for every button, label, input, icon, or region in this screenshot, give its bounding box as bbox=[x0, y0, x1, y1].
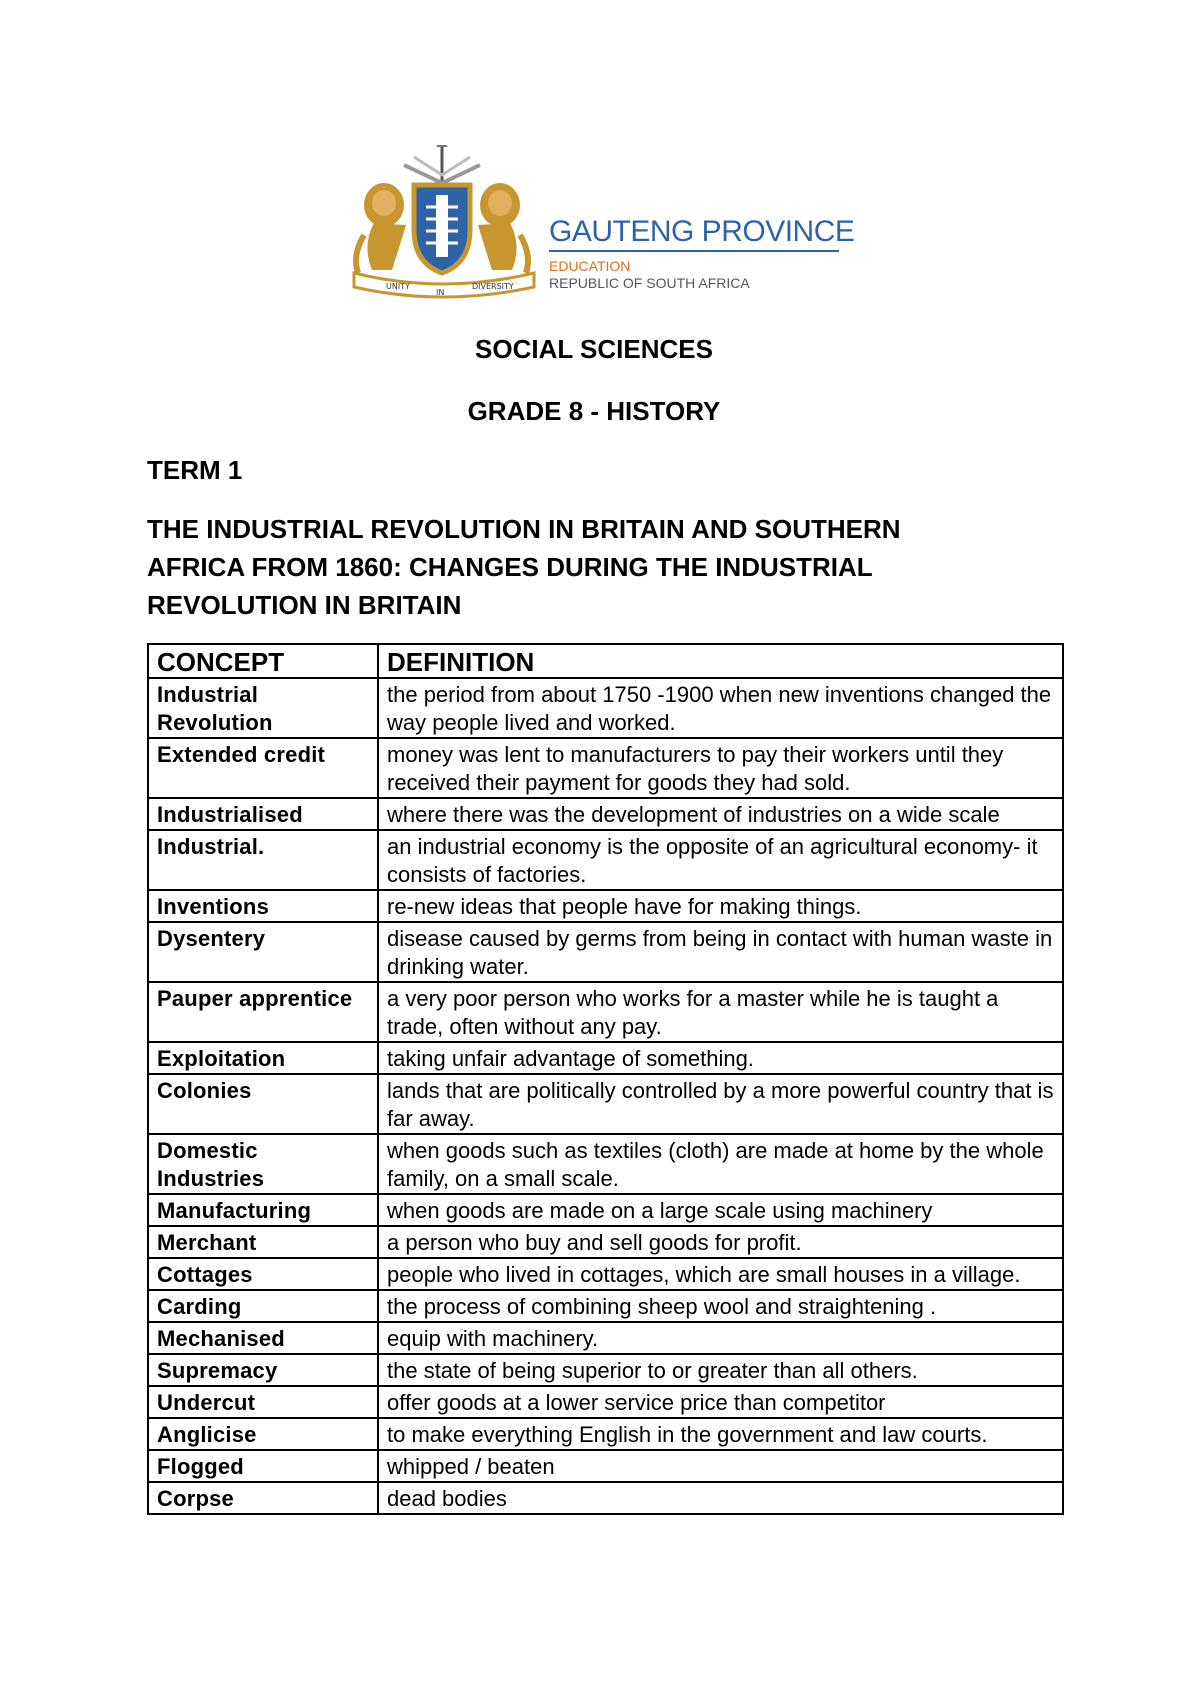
table-row bbox=[148, 1450, 1063, 1482]
definition-cell: offer goods at a lower service price than competitor bbox=[378, 1386, 1063, 1418]
table-header-row bbox=[148, 644, 1063, 678]
definition-cell: the period from about 1750 -1900 when new inventions changed the way people lived and worked. bbox=[378, 678, 1063, 738]
table-row bbox=[148, 922, 1063, 982]
definition-cell: taking unfair advantage of something. bbox=[378, 1042, 1063, 1074]
table-row bbox=[148, 1042, 1063, 1074]
definition-cell: a person who buy and sell goods for profit. bbox=[378, 1226, 1063, 1258]
concept-cell: Industrial Revolution bbox=[148, 678, 378, 738]
logo-divider bbox=[549, 250, 839, 252]
concept-cell: Inventions bbox=[148, 890, 378, 922]
definition-cell: when goods are made on a large scale using machinery bbox=[378, 1194, 1063, 1226]
concept-cell: Mechanised bbox=[148, 1322, 378, 1354]
definition-cell: whipped / beaten bbox=[378, 1450, 1063, 1482]
concept-header: CONCEPT bbox=[148, 644, 378, 678]
definition-cell: people who lived in cottages, which are small houses in a village. bbox=[378, 1258, 1063, 1290]
definition-cell: equip with machinery. bbox=[378, 1322, 1063, 1354]
table-row bbox=[148, 1074, 1063, 1134]
definition-cell: disease caused by germs from being in contact with human waste in drinking water. bbox=[378, 922, 1063, 982]
logo-title: GAUTENG PROVINCE bbox=[549, 215, 855, 248]
definition-cell: an industrial economy is the opposite of an agricultural economy- it consists of factories. bbox=[378, 830, 1063, 890]
concept-cell: Corpse bbox=[148, 1482, 378, 1514]
coat-of-arms-icon bbox=[344, 145, 544, 305]
concept-cell: Industrial. bbox=[148, 830, 378, 890]
topic-heading: THE INDUSTRIAL REVOLUTION IN BRITAIN AND SOUTHERN AFRICA FROM 1860: CHANGES DURING THE INDUSTRIAL REVOLUTION IN BRITAIN bbox=[147, 514, 901, 620]
table-row bbox=[148, 890, 1063, 922]
definition-cell: when goods such as textiles (cloth) are made at home by the whole family, on a small scale. bbox=[378, 1134, 1063, 1194]
concept-cell: Extended credit bbox=[148, 738, 378, 798]
definition-cell: dead bodies bbox=[378, 1482, 1063, 1514]
table-row bbox=[148, 982, 1063, 1042]
table-row bbox=[148, 1482, 1063, 1514]
concept-cell: Flogged bbox=[148, 1450, 378, 1482]
table-row bbox=[148, 1194, 1063, 1226]
concept-cell: Industrialised bbox=[148, 798, 378, 830]
definition-cell: a very poor person who works for a master while he is taught a trade, often without any pay. bbox=[378, 982, 1063, 1042]
table-row bbox=[148, 1322, 1063, 1354]
table-row bbox=[148, 1258, 1063, 1290]
logo-department: EDUCATION bbox=[549, 258, 631, 274]
table-row bbox=[148, 1418, 1063, 1450]
table-row bbox=[148, 798, 1063, 830]
concept-cell: Carding bbox=[148, 1290, 378, 1322]
definition-cell: where there was the development of industries on a wide scale bbox=[378, 798, 1063, 830]
table-row bbox=[148, 678, 1063, 738]
logo-country: REPUBLIC OF SOUTH AFRICA bbox=[549, 275, 750, 291]
glossary-table bbox=[147, 643, 1064, 1515]
concept-cell: Manufacturing bbox=[148, 1194, 378, 1226]
motto-left: UNITY bbox=[386, 282, 410, 291]
concept-cell: Dysentery bbox=[148, 922, 378, 982]
definition-cell: lands that are politically controlled by a more powerful country that is far away. bbox=[378, 1074, 1063, 1134]
concept-cell: Colonies bbox=[148, 1074, 378, 1134]
table-row bbox=[148, 1134, 1063, 1194]
subject-heading: SOCIAL SCIENCES bbox=[475, 334, 713, 364]
concept-cell: Cottages bbox=[148, 1258, 378, 1290]
grade-heading: GRADE 8 - HISTORY bbox=[467, 396, 721, 426]
concept-cell: Exploitation bbox=[148, 1042, 378, 1074]
motto-mid: IN bbox=[436, 288, 445, 297]
motto-right: DIVERSITY bbox=[472, 282, 514, 291]
definition-cell: to make everything English in the government and law courts. bbox=[378, 1418, 1063, 1450]
logo-wordmark bbox=[549, 215, 855, 292]
term-heading: TERM 1 bbox=[147, 455, 243, 485]
concept-cell: Merchant bbox=[148, 1226, 378, 1258]
definition-header: DEFINITION bbox=[378, 644, 1063, 678]
gauteng-logo bbox=[344, 145, 855, 305]
table-row bbox=[148, 1386, 1063, 1418]
definition-cell: money was lent to manufacturers to pay their workers until they received their payment for goods they had sold. bbox=[378, 738, 1063, 798]
table-row bbox=[148, 738, 1063, 798]
definition-cell: re-new ideas that people have for making things. bbox=[378, 890, 1063, 922]
definition-cell: the process of combining sheep wool and straightening . bbox=[378, 1290, 1063, 1322]
table-row bbox=[148, 1290, 1063, 1322]
table-row bbox=[148, 830, 1063, 890]
concept-cell: Pauper apprentice bbox=[148, 982, 378, 1042]
definition-cell: the state of being superior to or greater than all others. bbox=[378, 1354, 1063, 1386]
table-row bbox=[148, 1354, 1063, 1386]
concept-cell: Undercut bbox=[148, 1386, 378, 1418]
concept-cell: Domestic Industries bbox=[148, 1134, 378, 1194]
concept-cell: Supremacy bbox=[148, 1354, 378, 1386]
concept-cell: Anglicise bbox=[148, 1418, 378, 1450]
table-row bbox=[148, 1226, 1063, 1258]
